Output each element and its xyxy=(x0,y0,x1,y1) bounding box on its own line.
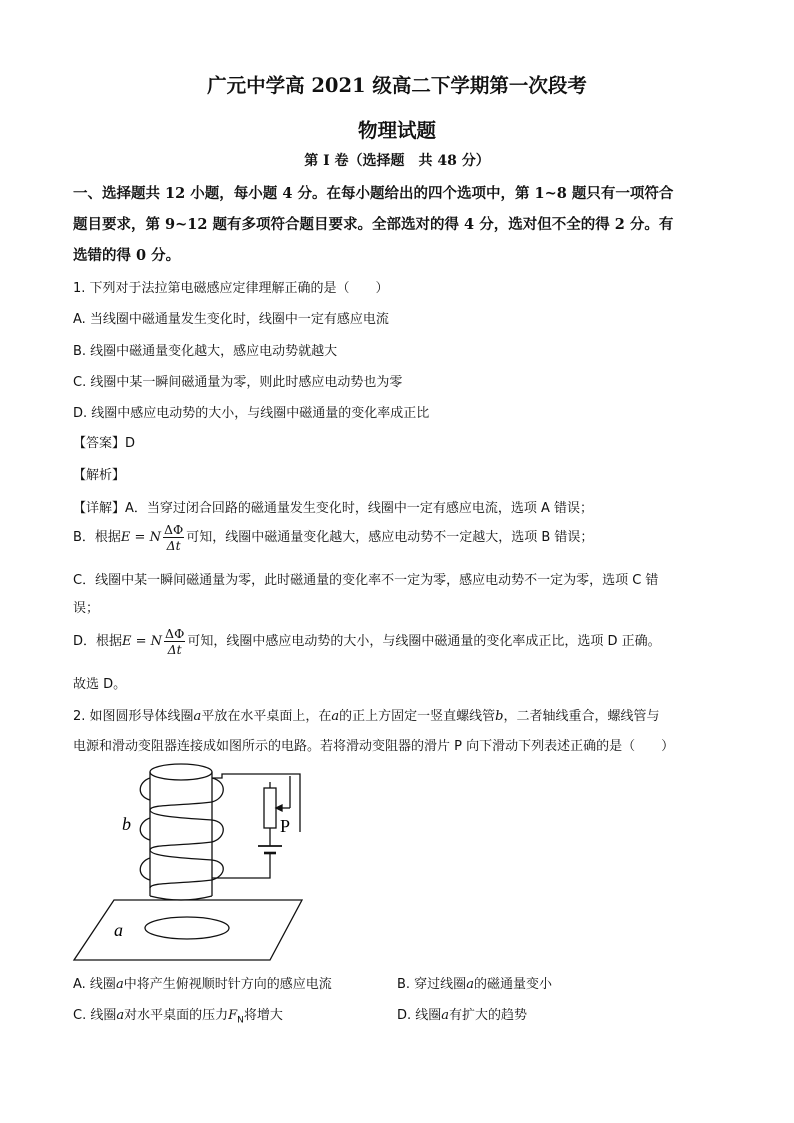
q2-option-d xyxy=(397,1004,527,1023)
q1-option-d: D. 线圈中感应电动势的大小，与线圈中磁通量的变化率成正比 xyxy=(73,406,430,421)
rheostat xyxy=(264,788,276,828)
q1-detail-d-prefix: D．根据 xyxy=(73,634,123,649)
opt-text: 对水平桌面的压力 xyxy=(124,1008,229,1023)
q2-stem-part: 的正上方固定一竖直螺线管 xyxy=(339,709,496,724)
opt-text: A. 线圈 xyxy=(73,977,116,992)
table-surface xyxy=(74,900,302,960)
winding-back xyxy=(140,778,150,800)
opt-text: D. 线圈 xyxy=(397,1008,442,1023)
opt-text: C. 线圈 xyxy=(73,1008,117,1023)
q1-detail-b-suffix: 可知，线圈中磁通量变化越大，感应电动势不一定越大，选项 B 错误； xyxy=(186,530,594,545)
q1-option-a: A. 当线圈中磁通量发生变化时，线圈中一定有感应电流 xyxy=(73,312,389,327)
var-a: a xyxy=(116,1008,125,1023)
q1-option-b: B. 线圈中磁通量变化越大，感应电动势就越大 xyxy=(73,344,338,359)
var-b: b xyxy=(495,709,504,724)
var-a: a xyxy=(193,709,202,724)
figure-label-b: b xyxy=(122,814,131,834)
q1-detail-c-line-1: C．线圈中某一瞬间磁通量为零，此时磁通量的变化率不一定为零，感应电动势不一定为零，选项 C 错 xyxy=(73,573,659,588)
faraday-fraction-2 xyxy=(164,626,185,657)
opt-text: 有扩大的趋势 xyxy=(449,1008,528,1023)
winding-back xyxy=(140,818,150,840)
q2-option-a xyxy=(73,973,332,992)
solenoid-top xyxy=(150,764,212,780)
q2-option-c xyxy=(73,1004,283,1026)
var-a: a xyxy=(466,977,474,992)
exam-title: 广元中学高 2021 级高二下学期第一次段考 xyxy=(207,74,587,97)
q1-answer: 【答案】D xyxy=(73,436,136,451)
var-a: a xyxy=(441,1008,450,1023)
fraction-denominator-2: Δt xyxy=(167,642,182,657)
faraday-formula-lhs: E = N xyxy=(120,530,161,545)
q1-detail-d xyxy=(73,626,661,657)
q2-stem-part: 2. 如图圆形导体线圈 xyxy=(73,709,194,724)
q1-detail-b-prefix: B．根据 xyxy=(73,530,121,545)
solenoid-circuit-figure xyxy=(70,758,310,968)
instructions-line-3: 选错的得 0 分。 xyxy=(73,247,181,264)
opt-text: 将增大 xyxy=(243,1008,283,1023)
instructions-line-2: 题目要求，第 9~12 题有多项符合题目要求。全部选对的得 4 分，选对但不全的得 2 分。有 xyxy=(73,216,674,233)
q1-detail-b xyxy=(73,522,593,553)
coil-a xyxy=(145,917,229,939)
figure-label-p: P xyxy=(280,816,291,836)
fraction-numerator: ΔΦ xyxy=(163,522,184,537)
q2-stem-line-1 xyxy=(73,705,659,724)
q1-detail-c-line-2: 误； xyxy=(73,601,100,616)
var-a: a xyxy=(331,709,340,724)
force-symbol: F xyxy=(228,1008,238,1023)
slider-arrow xyxy=(276,805,282,811)
faraday-fraction xyxy=(163,522,184,553)
q1-detail-a: 【详解】A．当穿过闭合回路的磁通量发生变化时，线圈中一定有感应电流，选项 A 错误； xyxy=(73,501,594,516)
q1-detail-d-suffix: 可知，线圈中感应电动势的大小，与线圈中磁通量的变化率成正比，选项 D 正确。 xyxy=(187,634,661,649)
winding-back xyxy=(140,858,150,880)
fraction-denominator: Δt xyxy=(166,538,181,553)
q2-stem-line-2: 电源和滑动变阻器连接成如图所示的电路。若将滑动变阻器的滑片 P 向下滑动下列表述正确的是（ ） xyxy=(73,739,675,754)
opt-text: 的磁通量变小 xyxy=(473,977,552,992)
part-title: 第 I 卷（选择题 共 48 分） xyxy=(304,153,490,169)
opt-text: B. 穿过线圈 xyxy=(397,977,467,992)
force-subscript: N xyxy=(237,1015,244,1026)
q1-conclusion: 故选 D。 xyxy=(73,677,127,692)
q1-option-c: C. 线圈中某一瞬间磁通量为零，则此时感应电动势也为零 xyxy=(73,375,403,390)
fraction-numerator-2: ΔΦ xyxy=(165,626,185,641)
var-a: a xyxy=(115,977,124,992)
faraday-formula-lhs-2: E = N xyxy=(122,634,163,649)
instructions-line-1: 一、选择题共 12 小题，每小题 4 分。在每小题给出的四个选项中，第 1~8 题只有一项符合 xyxy=(73,185,674,202)
q2-option-b xyxy=(397,973,552,992)
q2-stem-part: ，二者轴线重合，螺线管与 xyxy=(503,709,660,724)
subject-title: 物理试题 xyxy=(357,119,436,142)
q1-stem: 1. 下列对于法拉第电磁感应定律理解正确的是（ ） xyxy=(73,281,389,296)
figure-label-a: a xyxy=(114,920,123,940)
opt-text: 中将产生俯视顺时针方向的感应电流 xyxy=(123,977,332,992)
q1-analysis-label: 【解析】 xyxy=(73,468,126,483)
q2-stem-part: 平放在水平桌面上，在 xyxy=(201,709,332,724)
